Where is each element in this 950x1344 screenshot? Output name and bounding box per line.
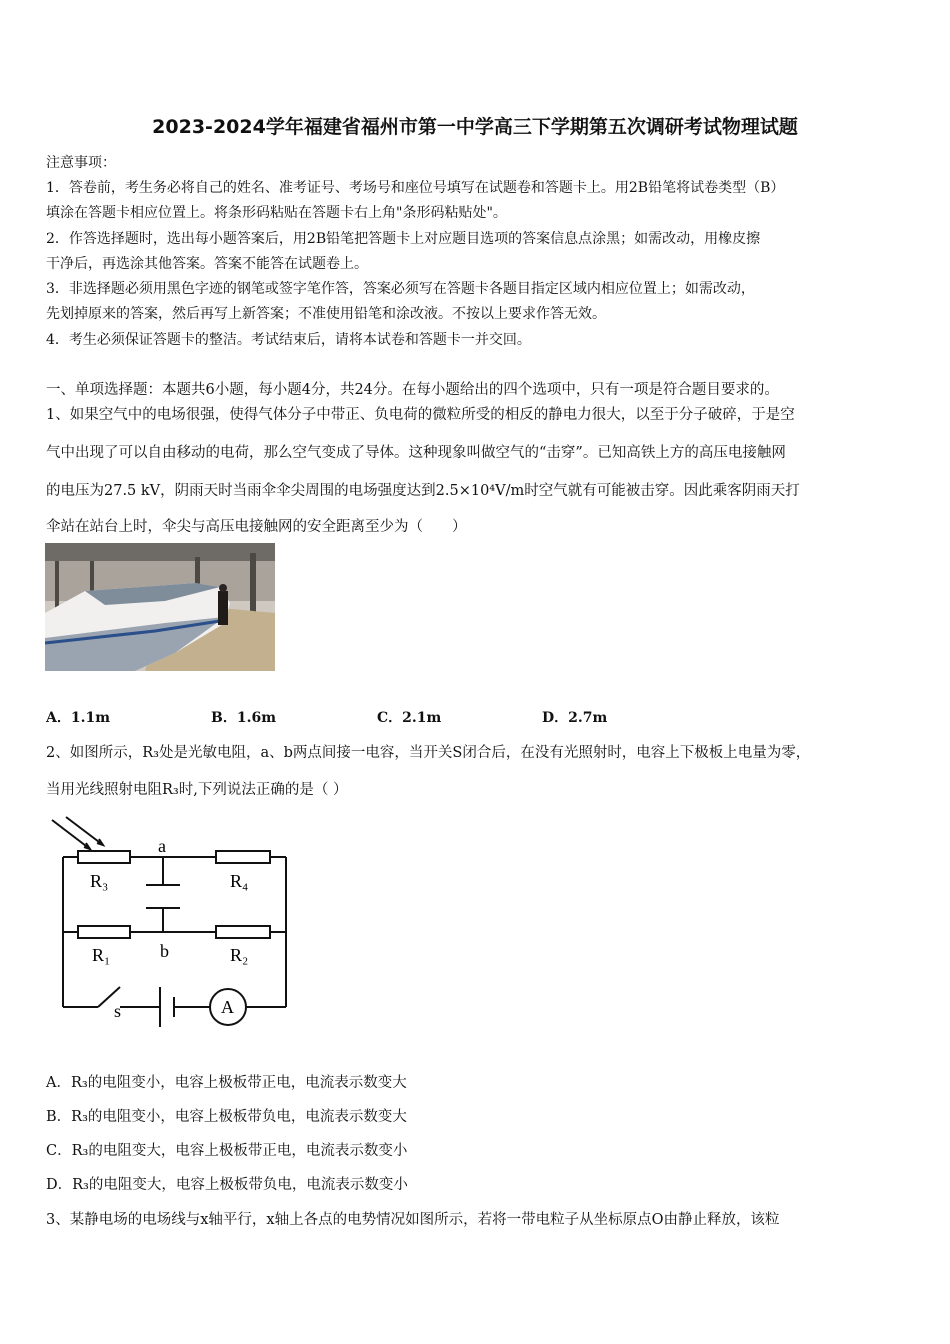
- notes-line: 干净后，再选涂其他答案。答案不能答在试题卷上。: [46, 256, 368, 272]
- q1-option-a: A．1.1m: [46, 710, 111, 726]
- circuit-label-a: a: [158, 836, 166, 856]
- q1-option-d: D．2.7m: [542, 710, 608, 726]
- notes-line: 先划掉原来的答案，然后再写上新答案；不准使用铅笔和涂改液。不按以上要求作答无效。: [46, 306, 606, 322]
- q1-text: 气中出现了可以自由移动的电荷，那么空气变成了导体。这种现象叫做空气的“击穿”。已知高铁上方的高压电接触网: [46, 445, 786, 461]
- circuit-label-r3: R₃: [90, 871, 109, 891]
- circuit-label-ammeter: A: [221, 997, 234, 1017]
- q1-text: 伞站在站台上时，伞尖与高压电接触网的安全距离至少为（ ）: [46, 519, 467, 535]
- q2-option-a: A．R₃的电阻变小，电容上极板带正电，电流表示数变大: [46, 1075, 407, 1091]
- notes-line: 3．非选择题必须用黑色字迹的钢笔或签字笔作答，答案必须写在答题卡各题目指定区域内相应位置上；如需改动，: [46, 281, 755, 297]
- notes-line: 2．作答选择题时，选出每小题答案后，用2B铅笔把答题卡上对应题目选项的答案信息点涂黑；如需改动，用橡皮擦: [46, 231, 761, 247]
- q1-option-b: B．1.6m: [211, 710, 277, 726]
- circuit-label-r1: R₁: [92, 945, 111, 965]
- q2-option-d: D．R₃的电阻变大，电容上极板带负电，电流表示数变小: [46, 1177, 408, 1193]
- q2-option-c: C．R₃的电阻变大，电容上极板带正电，电流表示数变小: [46, 1143, 408, 1159]
- notes-line: 4．考生必须保证答题卡的整洁。考试结束后，请将本试卷和答题卡一并交回。: [46, 332, 531, 348]
- section-heading: 一、单项选择题：本题共6小题，每小题4分，共24分。在每小题给出的四个选项中，只有一项是符合题目要求的。: [46, 382, 779, 398]
- q2-text: 2、如图所示，R₃处是光敏电阻，a、b两点间接一电容，当开关S闭合后，在没有光照射时，电容上下极板上电量为零，: [46, 745, 811, 761]
- q2-text: 当用光线照射电阻R₃时,下列说法正确的是（ ）: [46, 782, 348, 798]
- notes-line: 1．答卷前，考生务必将自己的姓名、准考证号、考场号和座位号填写在试题卷和答题卡上。用2B铅笔将试卷类型（B）: [46, 180, 785, 196]
- circuit-label-r4: R₄: [230, 871, 249, 891]
- circuit-label-s: s: [114, 1001, 122, 1021]
- train-photo: [45, 543, 275, 671]
- circuit-diagram: [48, 815, 298, 1035]
- circuit-label-r2: R₂: [230, 945, 249, 965]
- q3-text: 3、某静电场的电场线与x轴平行，x轴上各点的电势情况如图所示，若将一带电粒子从坐标原点O由静止释放，该粒: [46, 1212, 780, 1228]
- notes-heading: 注意事项：: [46, 155, 116, 171]
- q1-text: 的电压为27.5 kV，阴雨天时当雨伞伞尖周围的电场强度达到2.5×10⁴V/m时空气就有可能被击穿。因此乘客阴雨天打: [46, 483, 800, 499]
- notes-line: 填涂在答题卡相应位置上。将条形码粘贴在答题卡右上角"条形码粘贴处"。: [46, 205, 507, 221]
- circuit-label-b: b: [160, 941, 169, 961]
- q2-option-b: B．R₃的电阻变小，电容上极板带负电，电流表示数变大: [46, 1109, 407, 1125]
- q1-text: 1、如果空气中的电场很强，使得气体分子中带正、负电荷的微粒所受的相反的静电力很大，以至于分子破碎，于是空: [46, 407, 795, 423]
- q1-option-c: C．2.1m: [377, 710, 442, 726]
- page-title: 2023-2024学年福建省福州市第一中学高三下学期第五次调研考试物理试题: [152, 116, 798, 138]
